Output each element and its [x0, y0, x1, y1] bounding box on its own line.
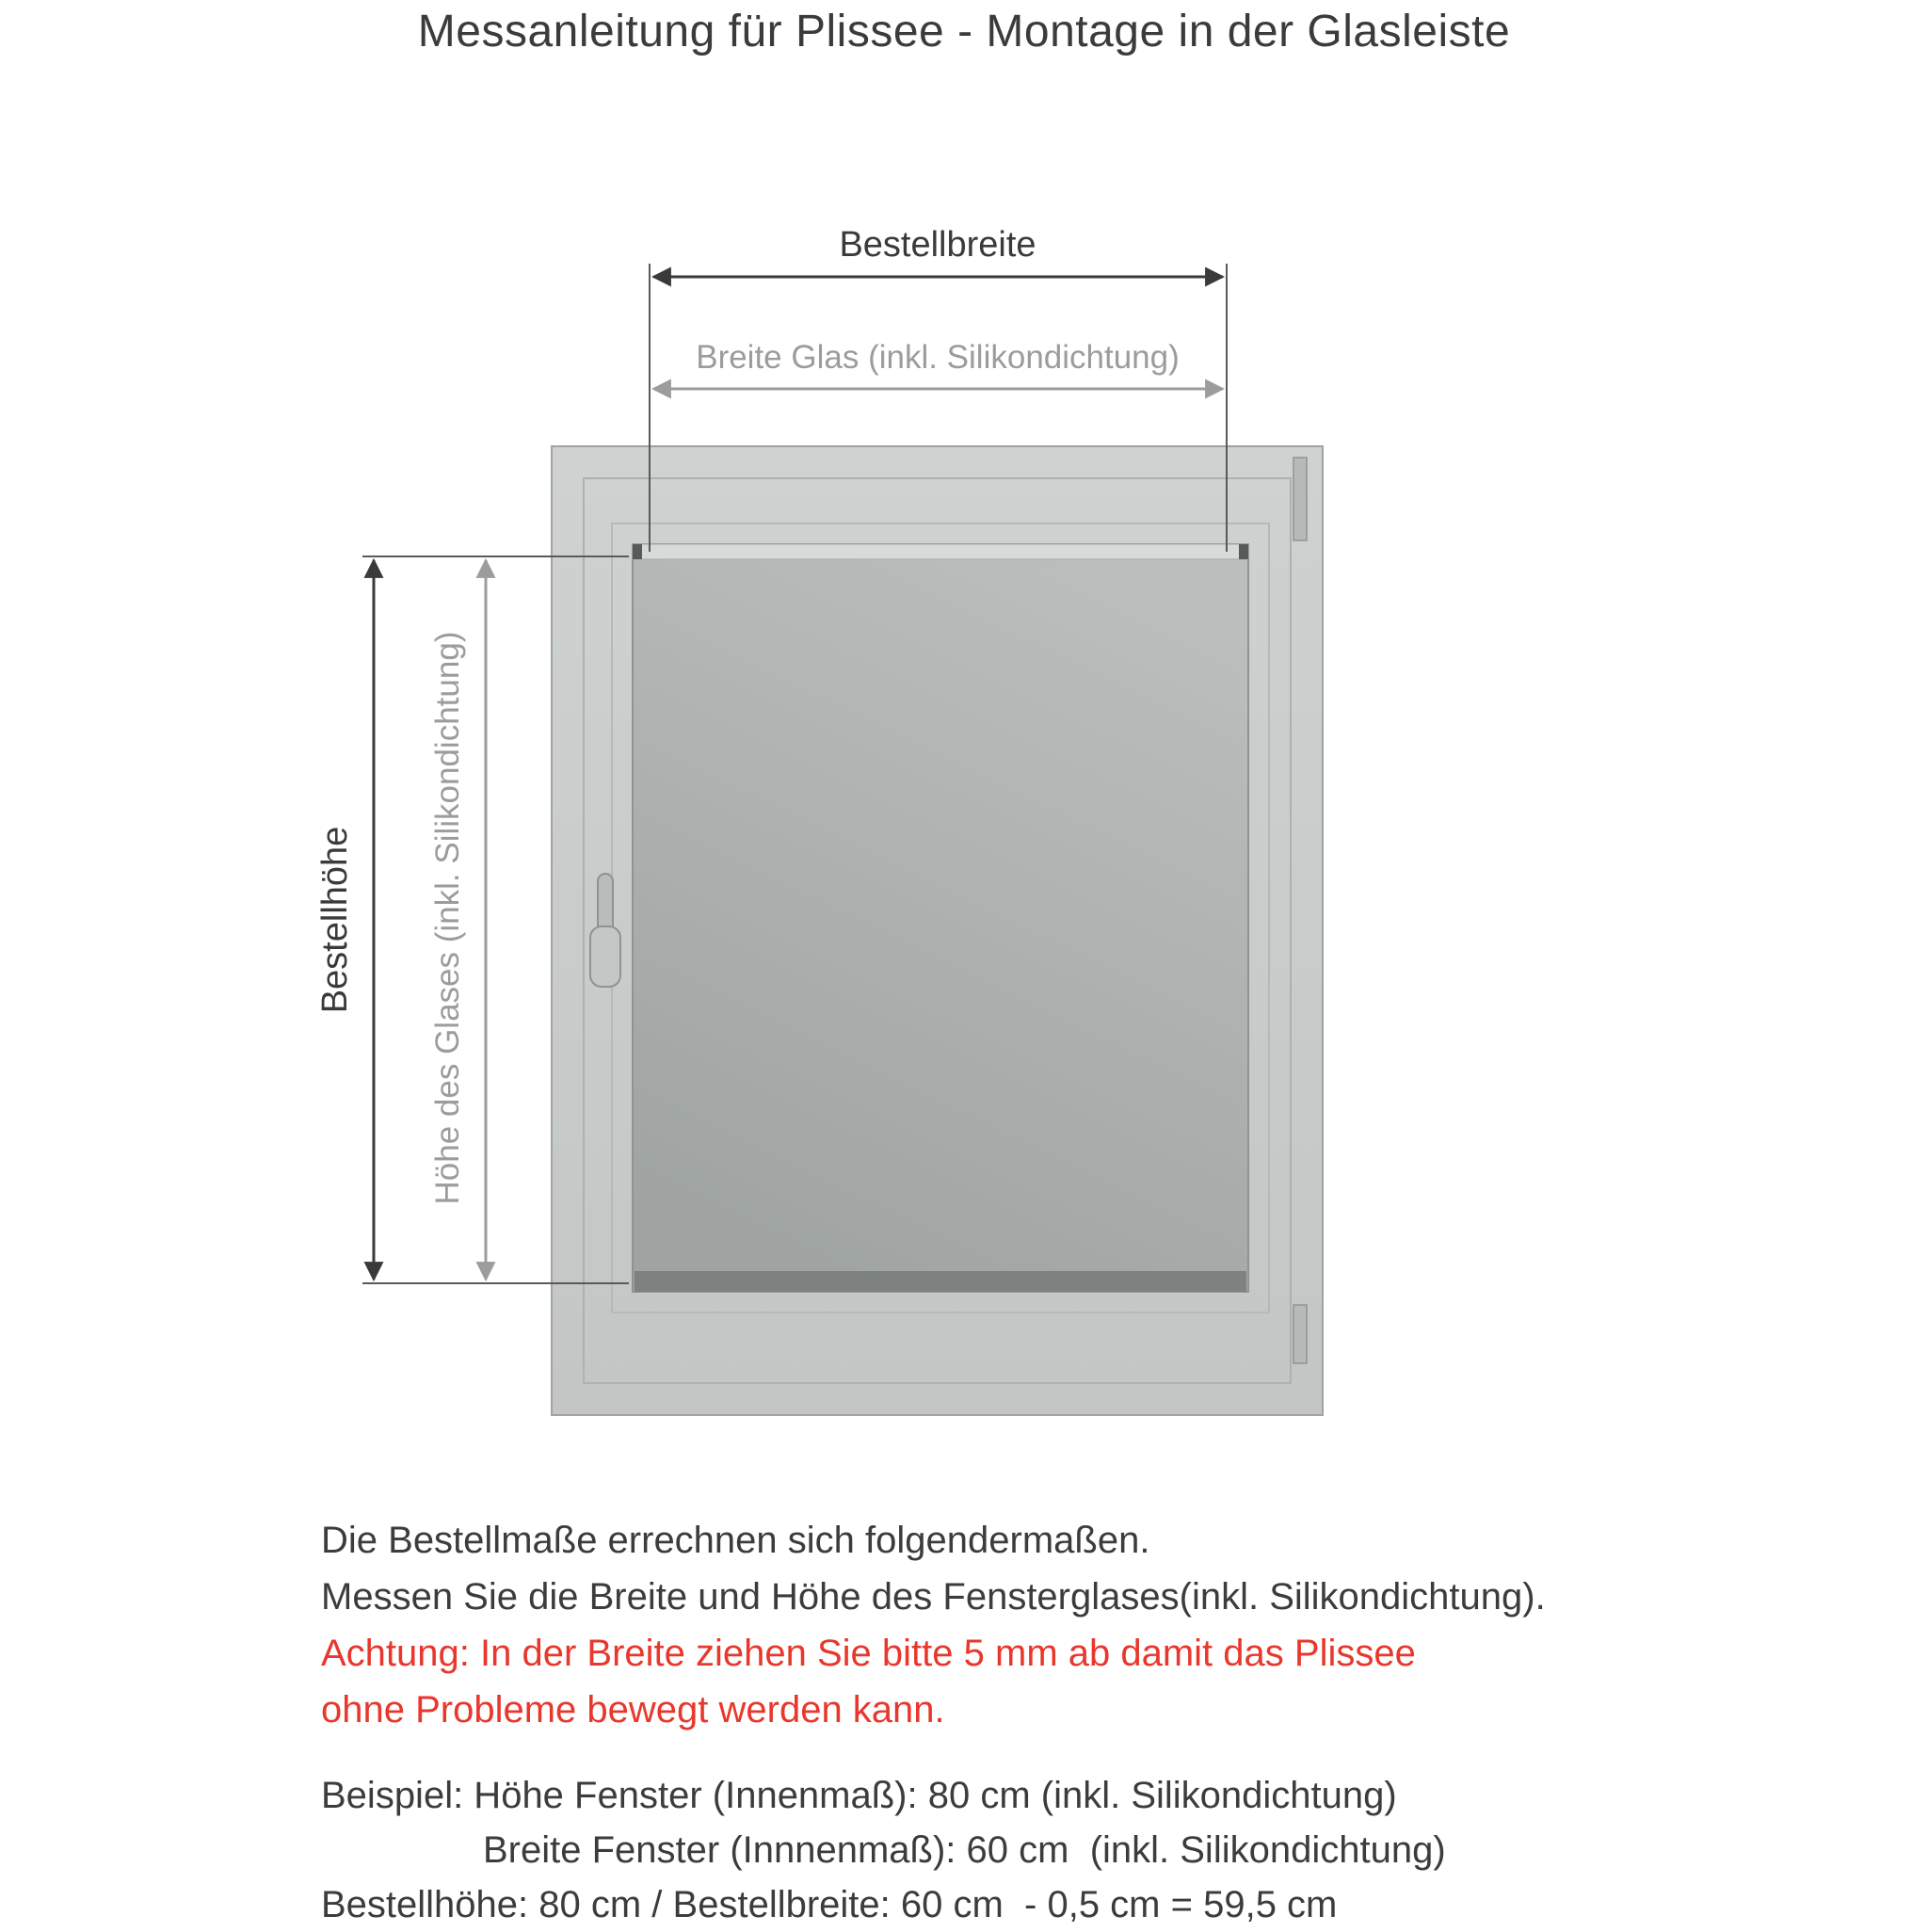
window-glass: [633, 544, 1248, 1292]
example-line1: Beispiel: Höhe Fenster (Innenmaß): 80 cm (inkl. Silikondichtung): [321, 1775, 1397, 1816]
instruction-intro-line2: Messen Sie die Breite und Höhe des Fensterglases(inkl. Silikondichtung).: [321, 1576, 1546, 1618]
page-title: Messanleitung für Plissee - Montage in der Glasleiste: [417, 7, 1511, 56]
plissee-rail-end-right: [1239, 544, 1248, 559]
label-order-width: Bestellbreite: [839, 225, 1036, 265]
instructions-block: [321, 1512, 1546, 1932]
instruction-intro-line1: Die Bestellmaße errechnen sich folgendermaßen.: [321, 1520, 1150, 1561]
instruction-warning-line2: ohne Probleme bewegt werden kann.: [321, 1689, 945, 1731]
window-hinge-top: [1293, 458, 1307, 540]
glass-bottom-bevel: [635, 1271, 1246, 1292]
plissee-top-rail: [633, 544, 1248, 559]
example-line2: Breite Fenster (Innnenmaß): 60 cm (inkl. Silikondichtung): [483, 1829, 1446, 1871]
label-glass-height: Höhe des Glases (inkl. Silikondichtung): [429, 631, 466, 1205]
window-hinge-bottom: [1293, 1305, 1307, 1363]
plissee-rail-end-left: [633, 544, 642, 559]
instruction-warning-line1: Achtung: In der Breite ziehen Sie bitte 5 mm ab damit das Plissee: [321, 1633, 1416, 1674]
example-block: [321, 1768, 1546, 1932]
example-line3: Bestellhöhe: 80 cm / Bestellbreite: 60 cm - 0,5 cm = 59,5 cm: [321, 1884, 1338, 1925]
window-illustration: [552, 446, 1323, 1415]
label-glass-width: Breite Glas (inkl. Silikondichtung): [696, 339, 1180, 376]
label-order-height: Bestellhöhe: [315, 826, 355, 1014]
